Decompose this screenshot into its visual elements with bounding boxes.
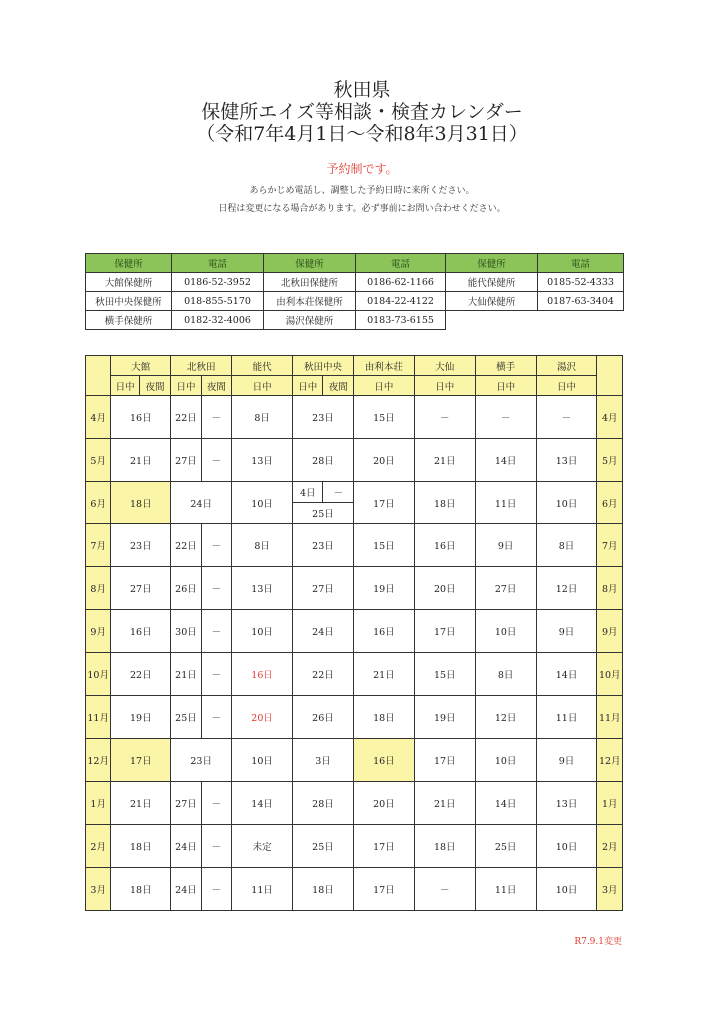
yurihonjo-date: 17日 <box>353 482 414 524</box>
office-phone: 0187-63-3404 <box>538 292 624 311</box>
month-label: 7月 <box>597 524 623 567</box>
daisen-date: 17日 <box>414 610 475 653</box>
time-day: 日中 <box>353 376 414 396</box>
month-row <box>86 739 623 782</box>
month-label: 10月 <box>597 653 623 696</box>
month-row <box>86 396 623 439</box>
office-phone: 0183-73-6155 <box>356 311 446 330</box>
yurihonjo-date: 20日 <box>353 782 414 825</box>
daisen-date: 21日 <box>414 782 475 825</box>
daisen-date: 21日 <box>414 439 475 482</box>
noshiro-date: 16日 <box>232 653 293 696</box>
kitaakita-night: － <box>201 439 231 482</box>
daisen-date: 16日 <box>414 524 475 567</box>
akita-chuo-date: 26日 <box>293 696 354 739</box>
odate-date: 27日 <box>111 567 171 610</box>
office-odate: 大館 <box>111 356 171 376</box>
page-title-period: （令和7年4月1日～令和8年3月31日） <box>196 123 528 145</box>
kitaakita-day: 24日 <box>171 825 201 868</box>
month-row <box>86 482 623 503</box>
header-phone: 電話 <box>538 254 624 273</box>
yokote-date: 8日 <box>475 653 536 696</box>
month-row <box>86 610 623 653</box>
noshiro-date: 10日 <box>232 610 293 653</box>
kitaakita-night: － <box>201 524 231 567</box>
phone-row <box>86 311 624 330</box>
yokote-date: 11日 <box>475 868 536 911</box>
akita-chuo-extra-date: 25日 <box>293 503 354 524</box>
time-day: 日中 <box>171 376 201 396</box>
daisen-date: 20日 <box>414 567 475 610</box>
akita-chuo-date: 28日 <box>293 782 354 825</box>
time-day: 日中 <box>111 376 139 396</box>
odate-date: 23日 <box>111 524 171 567</box>
noshiro-date: 10日 <box>232 482 293 524</box>
calendar-table <box>85 355 623 911</box>
office-phone: 0182-32-4006 <box>172 311 264 330</box>
office-name: 秋田中央保健所 <box>86 292 172 311</box>
yokote-date: 12日 <box>475 696 536 739</box>
yurihonjo-date: 15日 <box>353 524 414 567</box>
month-row <box>86 696 623 739</box>
month-label: 11月 <box>86 696 111 739</box>
yokote-date: 10日 <box>475 739 536 782</box>
daisen-date: 15日 <box>414 653 475 696</box>
month-label: 11月 <box>597 696 623 739</box>
phone-row <box>86 273 624 292</box>
kitaakita-night: － <box>201 396 231 439</box>
yuzawa-date: 13日 <box>536 439 597 482</box>
odate-date: 19日 <box>111 696 171 739</box>
page-title-main: 保健所エイズ等相談・検査カレンダー <box>201 101 523 123</box>
header-office: 保健所 <box>264 254 356 273</box>
yuzawa-date: 8日 <box>536 524 597 567</box>
office-name: 北秋田保健所 <box>264 273 356 292</box>
kitaakita-night: － <box>201 825 231 868</box>
yokote-date: 14日 <box>475 782 536 825</box>
yurihonjo-date: 16日 <box>353 739 414 782</box>
akita-chuo-date: 23日 <box>293 396 354 439</box>
header-office: 保健所 <box>446 254 538 273</box>
month-label: 9月 <box>86 610 111 653</box>
month-row <box>86 653 623 696</box>
time-day: 日中 <box>414 376 475 396</box>
month-label: 4月 <box>597 396 623 439</box>
odate-date: 18日 <box>111 868 171 911</box>
odate-date: 18日 <box>111 825 171 868</box>
office-phone: 0185-52-4333 <box>538 273 624 292</box>
corner-cell <box>86 356 111 396</box>
akita-chuo-date: 3日 <box>293 739 354 782</box>
akita-chuo-day: 4日 <box>293 482 323 503</box>
yuzawa-date: 14日 <box>536 653 597 696</box>
office-kitaakita: 北秋田 <box>171 356 232 376</box>
yuzawa-date: 12日 <box>536 567 597 610</box>
odate-date: 22日 <box>111 653 171 696</box>
office-name: 能代保健所 <box>446 273 538 292</box>
yuzawa-date: 10日 <box>536 868 597 911</box>
phone-header-row <box>86 254 624 273</box>
phone-directory-table <box>85 253 624 330</box>
month-row <box>86 868 623 911</box>
kitaakita-day: 22日 <box>171 524 201 567</box>
office-phone: 0186-52-3952 <box>172 273 264 292</box>
month-label: 7月 <box>86 524 111 567</box>
month-label: 12月 <box>86 739 111 782</box>
month-label: 10月 <box>86 653 111 696</box>
month-row <box>86 825 623 868</box>
yuzawa-date: 10日 <box>536 482 597 524</box>
akita-chuo-date: 23日 <box>293 524 354 567</box>
kitaakita-day: 24日 <box>171 868 201 911</box>
akita-chuo-date: 28日 <box>293 439 354 482</box>
yokote-date: 10日 <box>475 610 536 653</box>
akita-chuo-date: 18日 <box>293 868 354 911</box>
office-name: 湯沢保健所 <box>264 311 356 330</box>
kitaakita-day: 30日 <box>171 610 201 653</box>
yokote-date: 11日 <box>475 482 536 524</box>
time-day: 日中 <box>293 376 323 396</box>
header-phone: 電話 <box>172 254 264 273</box>
yokote-date: 25日 <box>475 825 536 868</box>
yuzawa-date: 9日 <box>536 739 597 782</box>
noshiro-date: 13日 <box>232 439 293 482</box>
month-label: 6月 <box>86 482 111 524</box>
yurihonjo-date: 18日 <box>353 696 414 739</box>
kitaakita-day: 21日 <box>171 653 201 696</box>
month-label: 8月 <box>86 567 111 610</box>
yuzawa-date: － <box>536 396 597 439</box>
kitaakita-date: 23日 <box>171 739 232 782</box>
office-name: 由利本荘保健所 <box>264 292 356 311</box>
akita-chuo-date: 25日 <box>293 825 354 868</box>
month-label: 2月 <box>86 825 111 868</box>
time-day: 日中 <box>475 376 536 396</box>
kitaakita-night: － <box>201 653 231 696</box>
month-row <box>86 524 623 567</box>
odate-date: 21日 <box>111 439 171 482</box>
office-name: 大館保健所 <box>86 273 172 292</box>
kitaakita-night: － <box>201 782 231 825</box>
header-phone: 電話 <box>356 254 446 273</box>
office-yokote: 横手 <box>475 356 536 376</box>
yuzawa-date: 10日 <box>536 825 597 868</box>
month-label: 8月 <box>597 567 623 610</box>
office-yuzawa: 湯沢 <box>536 356 597 376</box>
corner-cell <box>597 356 623 396</box>
noshiro-date: 8日 <box>232 524 293 567</box>
kitaakita-day: 26日 <box>171 567 201 610</box>
time-night: 夜間 <box>323 376 353 396</box>
yurihonjo-date: 15日 <box>353 396 414 439</box>
yokote-date: 9日 <box>475 524 536 567</box>
odate-date: 16日 <box>111 396 171 439</box>
office-name: 横手保健所 <box>86 311 172 330</box>
odate-date: 21日 <box>111 782 171 825</box>
kitaakita-night: － <box>201 567 231 610</box>
kitaakita-night: － <box>201 868 231 911</box>
yuzawa-date: 9日 <box>536 610 597 653</box>
empty-cell <box>446 311 624 330</box>
odate-date: 16日 <box>111 610 171 653</box>
odate-date: 17日 <box>111 739 171 782</box>
month-row <box>86 439 623 482</box>
daisen-date: 19日 <box>414 696 475 739</box>
page-title-prefecture: 秋田県 <box>333 79 391 101</box>
month-label: 5月 <box>597 439 623 482</box>
kitaakita-night: － <box>201 696 231 739</box>
calendar-office-header <box>86 356 623 376</box>
month-label: 9月 <box>597 610 623 653</box>
office-phone: 018-855-5170 <box>172 292 264 311</box>
time-night: 夜間 <box>201 376 231 396</box>
daisen-date: － <box>414 868 475 911</box>
daisen-date: 18日 <box>414 825 475 868</box>
noshiro-date: 14日 <box>232 782 293 825</box>
daisen-date: 18日 <box>414 482 475 524</box>
office-noshiro: 能代 <box>232 356 293 376</box>
noshiro-date: 13日 <box>232 567 293 610</box>
kitaakita-night: － <box>201 610 231 653</box>
yokote-date: 27日 <box>475 567 536 610</box>
time-night: 夜間 <box>139 376 170 396</box>
kitaakita-date: 24日 <box>171 482 232 524</box>
yokote-date: 14日 <box>475 439 536 482</box>
yurihonjo-date: 17日 <box>353 868 414 911</box>
month-row <box>86 782 623 825</box>
month-label: 5月 <box>86 439 111 482</box>
month-row <box>86 567 623 610</box>
kitaakita-day: 25日 <box>171 696 201 739</box>
month-label: 3月 <box>86 868 111 911</box>
office-phone: 0184-22-4122 <box>356 292 446 311</box>
reservation-notice: 予約制です。 <box>326 162 398 176</box>
yurihonjo-date: 20日 <box>353 439 414 482</box>
month-label: 1月 <box>86 782 111 825</box>
yurihonjo-date: 17日 <box>353 825 414 868</box>
odate-date: 18日 <box>111 482 171 524</box>
time-day: 日中 <box>232 376 293 396</box>
month-label: 6月 <box>597 482 623 524</box>
kitaakita-day: 22日 <box>171 396 201 439</box>
office-yurihonjo: 由利本荘 <box>353 356 414 376</box>
noshiro-date: 11日 <box>232 868 293 911</box>
noshiro-date: 10日 <box>232 739 293 782</box>
time-day: 日中 <box>536 376 597 396</box>
phone-row <box>86 292 624 311</box>
office-name: 大仙保健所 <box>446 292 538 311</box>
kitaakita-day: 27日 <box>171 782 201 825</box>
yokote-date: － <box>475 396 536 439</box>
noshiro-date: 8日 <box>232 396 293 439</box>
yuzawa-date: 13日 <box>536 782 597 825</box>
noshiro-date: 20日 <box>232 696 293 739</box>
calendar-time-header <box>86 376 623 396</box>
akita-chuo-date: 24日 <box>293 610 354 653</box>
header-office: 保健所 <box>86 254 172 273</box>
office-daisen: 大仙 <box>414 356 475 376</box>
month-label: 3月 <box>597 868 623 911</box>
office-phone: 0186-62-1166 <box>356 273 446 292</box>
office-akita-chuo: 秋田中央 <box>293 356 354 376</box>
daisen-date: 17日 <box>414 739 475 782</box>
daisen-date: － <box>414 396 475 439</box>
notice-line-1: あらかじめ電話し、調整した予約日時に来所ください。 <box>249 186 475 196</box>
akita-chuo-night: － <box>323 482 353 503</box>
noshiro-date: 未定 <box>232 825 293 868</box>
month-label: 2月 <box>597 825 623 868</box>
month-label: 1月 <box>597 782 623 825</box>
akita-chuo-date: 27日 <box>293 567 354 610</box>
kitaakita-day: 27日 <box>171 439 201 482</box>
month-label: 12月 <box>597 739 623 782</box>
akita-chuo-date: 22日 <box>293 653 354 696</box>
yuzawa-date: 11日 <box>536 696 597 739</box>
yurihonjo-date: 19日 <box>353 567 414 610</box>
revision-note: R7.9.1変更 <box>574 937 622 947</box>
month-label: 4月 <box>86 396 111 439</box>
yurihonjo-date: 16日 <box>353 610 414 653</box>
yurihonjo-date: 21日 <box>353 653 414 696</box>
notice-line-2: 日程は変更になる場合があります。必ず事前にお問い合わせください。 <box>218 204 506 214</box>
